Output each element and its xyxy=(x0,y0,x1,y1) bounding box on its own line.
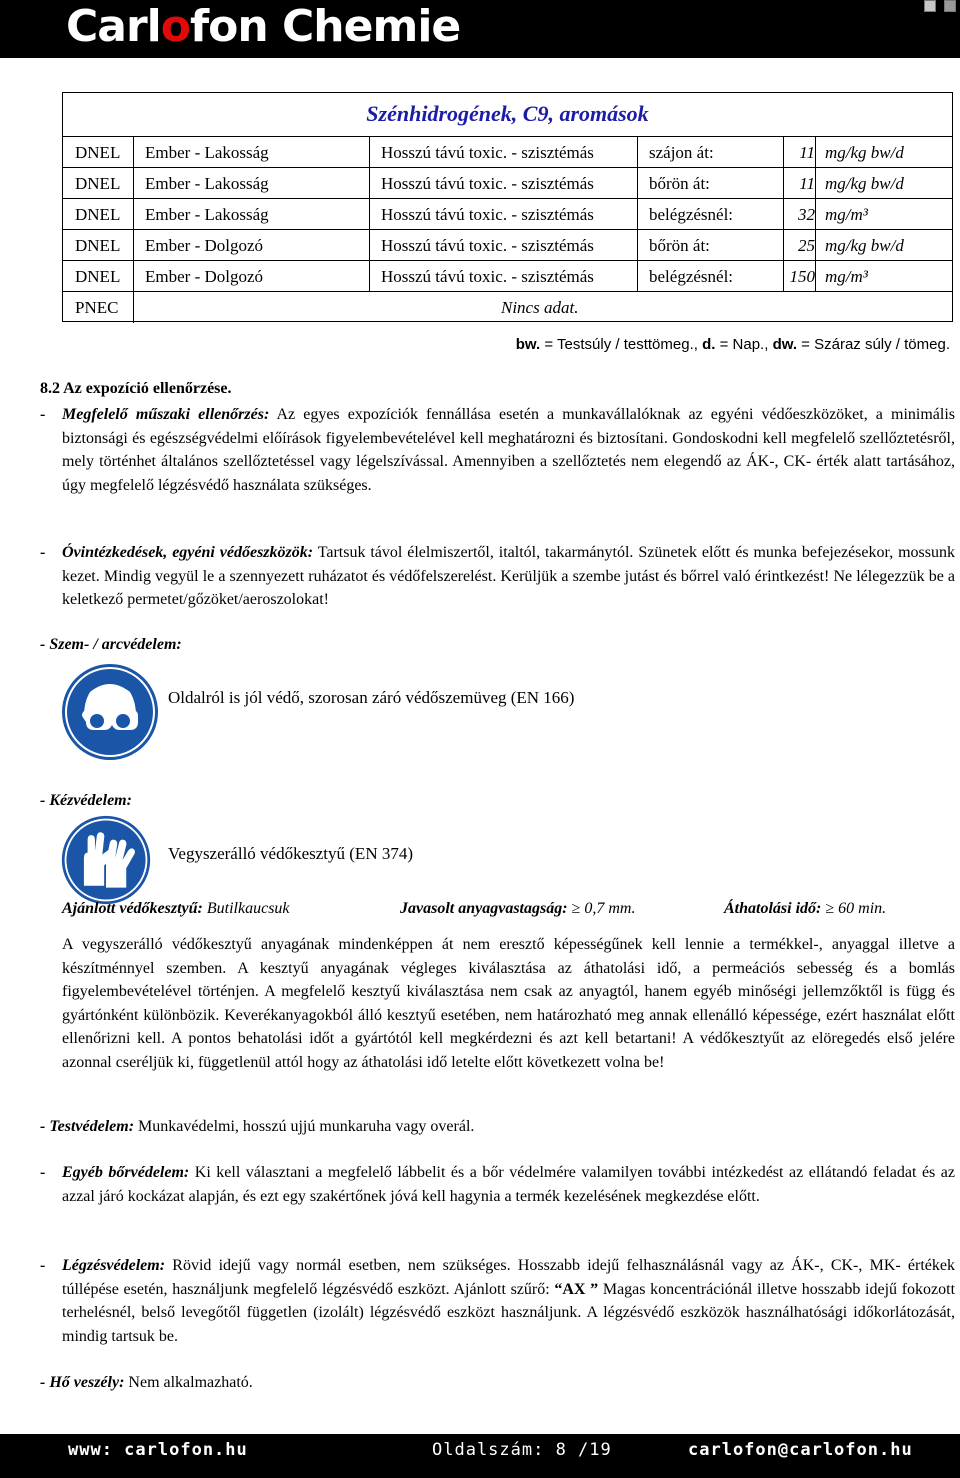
section-title: 8.2 Az expozíció ellenőrzése. xyxy=(40,380,232,397)
eye-protection-text: Oldalról is jól védő, szorosan záró védőszemüveg (EN 166) xyxy=(168,688,575,707)
table-cell: Ember - Lakosság xyxy=(145,174,269,193)
table-cell: DNEL xyxy=(75,267,121,286)
table-title: Szénhidrogének, C9, aromások xyxy=(366,101,649,126)
company-logo: Carlofon Chemie xyxy=(66,1,461,52)
table-cell: Hosszú távú toxic. - szisztémás xyxy=(381,236,594,255)
safety-goggles-icon xyxy=(60,662,160,762)
table-cell: 32 xyxy=(798,205,815,224)
table-row xyxy=(63,167,952,199)
table-cell: 11 xyxy=(799,174,815,193)
page-footer xyxy=(0,1434,960,1478)
eye-protection-heading: - Szem- / arcvédelem: xyxy=(40,636,182,653)
recommended-thickness: Javasolt anyagvastagság: ≥ 0,7 mm. xyxy=(400,900,636,917)
table-row-pnec xyxy=(63,291,952,323)
protective-gloves-icon xyxy=(60,814,152,906)
dnel-pnec-table xyxy=(62,92,953,322)
page-header xyxy=(0,0,960,58)
pnec-value: Nincs adat. xyxy=(501,298,579,317)
recommended-glove: Ajánlott védőkesztyű: Butilkaucsuk xyxy=(62,900,290,917)
breakthrough-time: Áthatolási idő: ≥ 60 min. xyxy=(724,900,887,917)
table-cell: bőrön át: xyxy=(649,174,710,193)
table-cell: mg/kg bw/d xyxy=(825,236,904,255)
skin-protection-paragraph: - Egyéb bőrvédelem: Ki kell választani a megfelelő lábbelit és a bőr védelmére valamilyen további intézkedést az ellátandó feladat és az azzal járó kockázat alapján, és ezt egy szakértőnek jóvá kell hagynia a termék kezelésének megkezdése előtt. xyxy=(40,1164,955,1205)
body-protection-paragraph: - Testvédelem: Munkavédelmi, hosszú ujjú munkaruha vagy overál. xyxy=(40,1118,475,1135)
glove-material-paragraph: A vegyszerálló védőkesztyű anyagának mindenképpen át nem eresztő képességűnek kell lennie a termékkel-, anyaggal illetve a készítménnyel szemben. A kesztyű anyagának végleges kiválasztása az áthatolási idő, a permeációs sebesség és a bomlás figyelembevételével történjen. A megfelelő kesztyű kiválasztása nem csak az anyagtól, hanem egyéb minőségi jellemzőktől is függ és gyártónként különbözik. Keverékanyagokból álló kesztyű esetében, nem határozható meg annak ellenálló képessége, ezért használat előtt ellenőrizni kell. A pontos behatolási időt a gyártótól kell megkérdezni és azt kell betartani! A védőkesztyűt az elöregedés első jelére azonnal cseréljük ki, függetlenül attól hogy az áthatolási idő letelte előtt következett volna be! xyxy=(62,936,955,1071)
table-row xyxy=(63,198,952,230)
table-row xyxy=(63,229,952,261)
table-cell: 25 xyxy=(798,236,815,255)
table-cell: mg/kg bw/d xyxy=(825,143,904,162)
table-cell: Hosszú távú toxic. - szisztémás xyxy=(381,205,594,224)
table-cell: bőrön át: xyxy=(649,236,710,255)
table-cell: szájon át: xyxy=(649,143,714,162)
table-cell: belégzésnél: xyxy=(649,205,734,224)
table-cell: mg/kg bw/d xyxy=(825,174,904,193)
header-decor-square xyxy=(944,0,956,12)
table-cell: Ember - Lakosság xyxy=(145,143,269,162)
footer-email: carlofon@carlofon.hu xyxy=(688,1440,913,1460)
table-cell: belégzésnél: xyxy=(649,267,734,286)
pnec-label: PNEC xyxy=(75,298,119,317)
table-cell: Ember - Dolgozó xyxy=(145,267,264,286)
precautions-paragraph: - Óvintézkedések, egyéni védőeszközök: Tartsuk távol élelmiszertől, italtól, takarmánytól. Szünetek előtt és munka befejezésekor, mossunk kezet. Mindig vegyül le a szennyezett ruházatot és védőfelszerelést. Kerüljük a szembe jutást és bőrrel való érintkezést! Ne lélegezzük be a keletkező permetet/gőzöket/aeroszolokat! xyxy=(40,544,955,608)
table-cell: Hosszú távú toxic. - szisztémás xyxy=(381,143,594,162)
table-cell: DNEL xyxy=(75,143,121,162)
engineering-controls-paragraph: - Megfelelő műszaki ellenőrzés: Az egyes expozíciók fennállása esetén a munkavállalóknak az egyéni védőeszközöket, a minimális biztonsági és egészségvédelmi előírások figyelembevételével kell meghatározni és biztosítani. Gondoskodni kell megfelelő szellőztetésről, mely történhet általános szellőztetéssel vagy légelszívással. Amennyiben a szellőztetés nem elegendő az ÁK-, CK- érték alatt tartásához, úgy megfelelő légzésvédő használata szükséges. xyxy=(40,406,956,494)
table-cell: Ember - Lakosság xyxy=(145,205,269,224)
table-cell: DNEL xyxy=(75,205,121,224)
table-row xyxy=(63,136,952,168)
table-cell: 11 xyxy=(799,143,815,162)
table-cell: Hosszú távú toxic. - szisztémás xyxy=(381,174,594,193)
table-cell: DNEL xyxy=(75,174,121,193)
hand-protection-text: Vegyszerálló védőkesztyű (EN 374) xyxy=(168,844,414,863)
footer-page-number: Oldalszám: 8 /19 xyxy=(432,1440,612,1460)
table-cell: 150 xyxy=(789,267,815,286)
abbreviation-note: bw. = Testsúly / testtömeg., d. = Nap., dw. = Száraz súly / tömeg. xyxy=(515,336,950,353)
table-cell: mg/m³ xyxy=(825,205,868,224)
table-cell: Hosszú távú toxic. - szisztémás xyxy=(381,267,594,286)
table-cell: mg/m³ xyxy=(825,267,868,286)
table-row xyxy=(63,260,952,292)
thermal-hazard-paragraph: - Hő veszély: Nem alkalmazható. xyxy=(40,1374,253,1391)
footer-website: www: carlofon.hu xyxy=(68,1440,248,1460)
table-cell: DNEL xyxy=(75,236,121,255)
hand-protection-heading: - Kézvédelem: xyxy=(40,792,132,809)
table-cell: Ember - Dolgozó xyxy=(145,236,264,255)
header-decor-square xyxy=(924,0,936,12)
respiratory-protection-paragraph: - Légzésvédelem: Rövid idejű vagy normál esetben, nem szükséges. Hosszabb idejű felhasználásnál vagy az ÁK-, CK-, MK- értékek túllépése esetén, használjunk megfelelő légzésvédő eszközt. Ajánlott szűrő: “AX ” Magas koncentrációnál illetve hosszabb idejű fokozott terhelésnél, belső levegőtől független (izolált) légzésvédő eszközt használjunk. A légzésvédő eszközök használhatósági időkorlátozását, mindig tartsuk be. xyxy=(40,1257,956,1345)
